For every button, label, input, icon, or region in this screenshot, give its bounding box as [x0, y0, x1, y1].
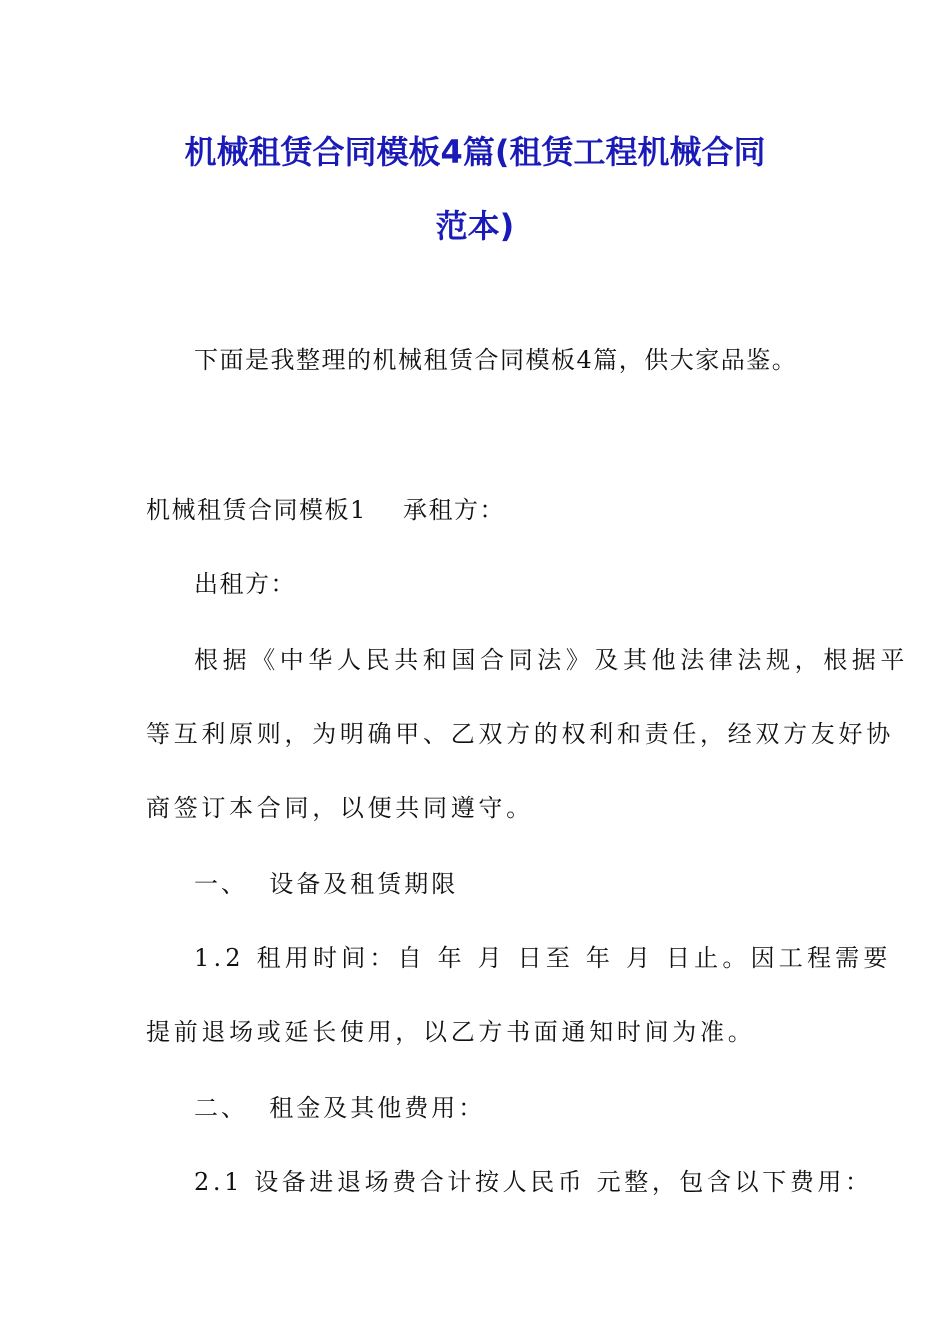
section-heading: 二、 租金及其他费用：	[194, 1094, 486, 1122]
paragraph-line: 商签订本合同，以便共同遵守。	[146, 794, 534, 822]
clause-line: 2.1 设备进退场费合计按人民币 元整，包含以下费用：	[194, 1168, 873, 1196]
lessor-label: 出租方：	[194, 570, 296, 598]
clause-line: 1.2 租用时间：自 年 月 日至 年 月 日止。因工程需要	[194, 944, 892, 972]
template-heading: 机械租赁合同模板1	[146, 496, 367, 524]
paragraph-line: 等互利原则，为明确甲、乙双方的权利和责任，经双方友好协	[146, 720, 894, 748]
document-title-line2: 范本)	[435, 207, 515, 245]
paragraph-line: 根据《中华人民共和国合同法》及其他法律法规，根据平	[194, 646, 909, 674]
intro-paragraph: 下面是我整理的机械租赁合同模板4篇，供大家品鉴。	[194, 346, 798, 374]
section-heading: 一、 设备及租赁期限	[194, 870, 459, 898]
clause-line: 提前退场或延长使用，以乙方书面通知时间为准。	[146, 1018, 756, 1046]
document-title-line1: 机械租赁合同模板4篇(租赁工程机械合同	[184, 133, 766, 171]
lessee-label: 承租方：	[403, 496, 505, 524]
